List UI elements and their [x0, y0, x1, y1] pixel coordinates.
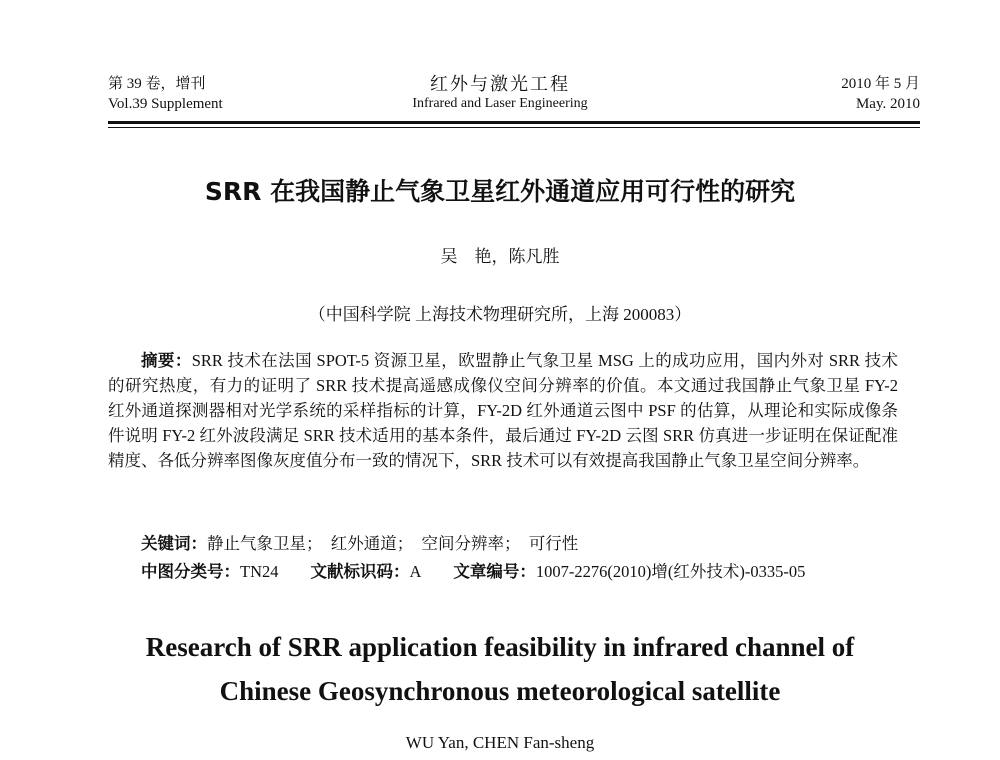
affiliation-cn: （中国科学院 上海技术物理研究所，上海 200083） — [308, 305, 692, 324]
abstract-text: SRR 技术在法国 SPOT-5 资源卫星，欧盟静止气象卫星 MSG 上的成功应用，国内外对 SRR 技术的研究热度，有力的证明了 SRR 技术提高遥感成像仪空间分辨率的价值。本文通过我国静止气象卫星 FY-2 红外通道探测器相对光学系统的采样指标的计算，FY-2D 红外通道云图中 PSF 的估算，从理论和实际成像条件说明 FY-2 红外波段满足 SRR 技术适用的基本条件，最后通过 FY-2D 云图 SRR 仿真进一步证明在保证配准精度、各低分辨率图像灰度值分布一致的情况下，SRR 技术可以有效提高我国静止气象卫星空间分辨率。 — [108, 351, 899, 470]
paper-title-en-line2: Chinese Geosynchronous meteorological satellite — [219, 676, 781, 706]
date-cn: 2010 年 5 月 — [841, 76, 920, 92]
volume-en: Vol.39 Supplement — [108, 96, 223, 112]
article-number-value: 1007-2276(2010)增(红外技术)-0335-05 — [535, 562, 806, 581]
header-date — [841, 74, 920, 114]
authors-cn: 吴 艳，陈凡胜 — [440, 247, 560, 266]
clc-value: TN24 — [240, 562, 279, 581]
clc-label: 中图分类号： — [141, 562, 240, 581]
classification-row — [141, 560, 921, 584]
journal-title-cn: 红外与激光工程 — [430, 74, 570, 94]
keywords — [141, 532, 901, 556]
keywords-label: 关键词： — [141, 534, 207, 553]
paper-title-cn: SRR 在我国静止气象卫星红外通道应用可行性的研究 — [204, 177, 796, 206]
abstract — [108, 348, 898, 473]
journal-title-en: Infrared and Laser Engineering — [412, 96, 588, 111]
keywords-text: 静止气象卫星； 红外通道； 空间分辨率； 可行性 — [207, 534, 579, 553]
paper-title-en-line1: Research of SRR application feasibility in infrared channel of — [145, 632, 855, 662]
date-en: May. 2010 — [855, 96, 920, 112]
abstract-label: 摘要： — [141, 351, 192, 370]
article-number-label: 文章编号： — [453, 562, 536, 581]
doc-code-value: A — [409, 562, 422, 581]
authors-en: WU Yan, CHEN Fan-sheng — [405, 733, 595, 752]
doc-code-label: 文献标识码： — [310, 562, 410, 581]
header-rule-thick — [108, 121, 920, 124]
volume-cn: 第 39 卷，增刊 — [108, 76, 206, 92]
paper-title-en — [0, 625, 1000, 713]
header-rule-thin — [108, 127, 920, 128]
